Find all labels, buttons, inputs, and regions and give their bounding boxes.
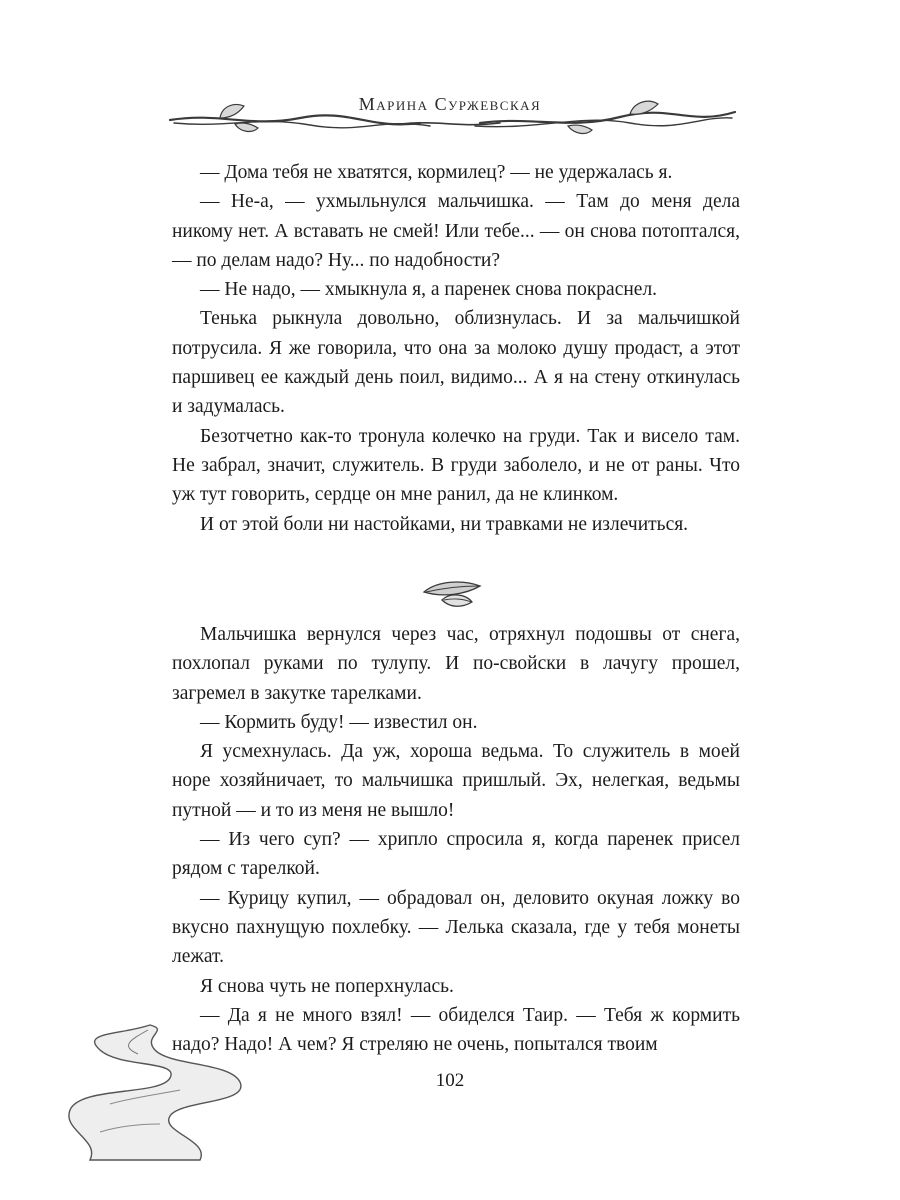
leaf-divider-icon	[420, 578, 484, 614]
river-illustration-icon	[60, 1020, 260, 1165]
paragraph: — Да я не много взял! — обиделся Таир. — Тебя ж кормить надо? Надо! А чем? Я стреляю не очень, попытался твоим	[172, 1004, 740, 1056]
paragraph: Безотчетно как-то тронула колечко на груди. Так и висело там. Не забрал, значит, служитель. В груди заболело, и не от раны. Что уж тут говорить, сердце он мне ранил, да не клинком.	[172, 425, 740, 506]
section-2-text	[172, 620, 740, 1059]
paragraph: Я снова чуть не поперхнулась.	[200, 975, 454, 997]
page-number: 102	[435, 1070, 465, 1091]
paragraph: — Не надо, — хмыкнула я, а паренек снова покраснел.	[200, 279, 658, 301]
running-head	[0, 90, 900, 150]
paragraph: — Кормить буду! — известил он.	[200, 711, 478, 733]
paragraph: — Курицу купил, — обрадовал он, деловито окуная ложку во вкусно пахнущую похлебку. — Лелька сказала, где у тебя монеты лежат.	[172, 887, 740, 968]
paragraph: Мальчишка вернулся через час, отряхнул подошвы от снега, похлопал руками по тулупу. И по-свойски в лачугу прошел, загремел в закутке тарелками.	[172, 624, 740, 704]
paragraph: Я усмехнулась. Да уж, хороша ведьма. То служитель в моей норе хозяйничает, то мальчишка пришлый. Эх, нелегкая, ведьмы путной — и то из меня не вышло!	[172, 741, 740, 821]
paragraph: — Не-а, — ухмыльнулся мальчишка. — Там до меня дела никому нет. А вставать не смей! Или тебе... — он снова потоптался, — по делам надо? Ну... по надобности?	[172, 191, 740, 271]
section-1-text	[172, 158, 740, 539]
paragraph: Тенька рыкнула довольно, облизнулась. И за мальчишкой потрусила. Я же говорила, что она за молоко душу продаст, а этот паршивец ее каждый день поил, видимо... А я на стену откинулась и задумалась.	[172, 308, 740, 418]
paragraph: — Дома тебя не хватятся, кормилец? — не удержалась я.	[200, 162, 673, 183]
author-name: Марина Суржевская	[358, 94, 542, 114]
paragraph: — Из чего суп? — хрипло спросила я, когда паренек присел рядом с тарелкой.	[172, 829, 740, 880]
paragraph: И от этой боли ни настойками, ни травками не излечиться.	[200, 513, 689, 535]
